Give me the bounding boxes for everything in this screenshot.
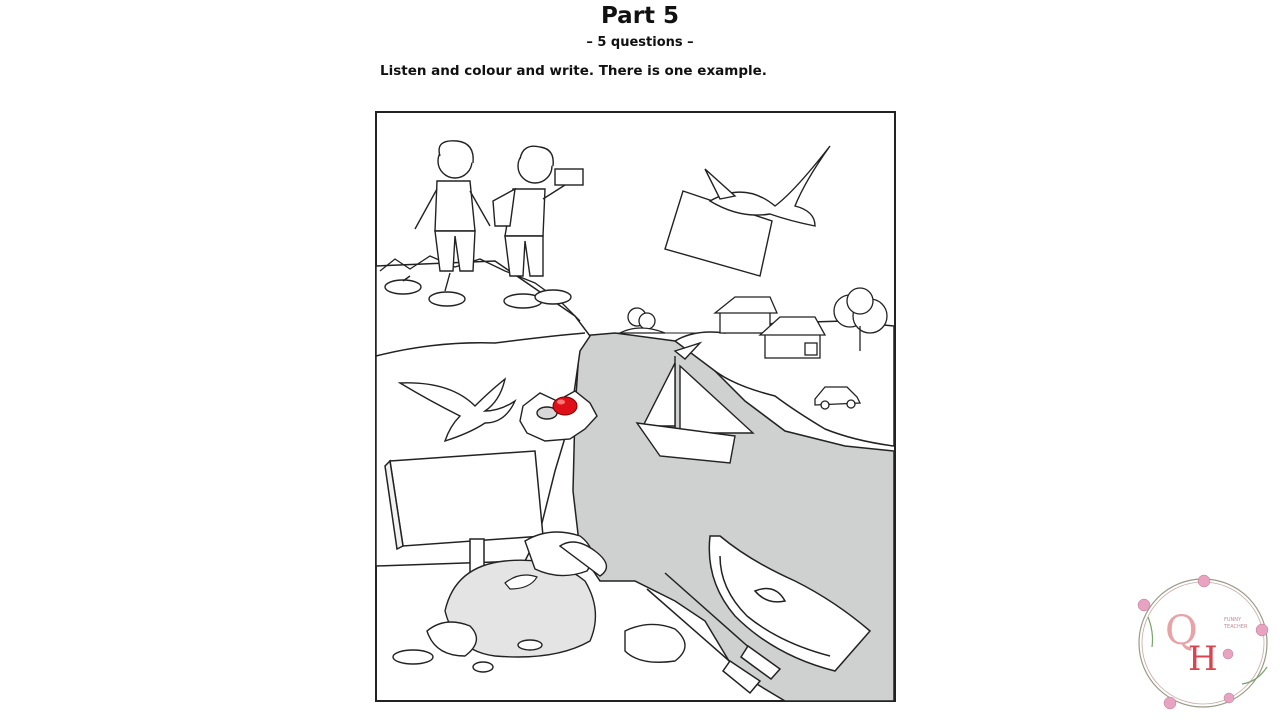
funny-teacher-logo [1132, 572, 1274, 714]
colouring-picture [375, 111, 896, 702]
logo-monogram-q: Q [1165, 608, 1198, 654]
logo-monogram-h: H [1188, 639, 1218, 679]
questions-count: – 5 questions – [586, 35, 694, 50]
part-title: Part 5 [600, 3, 680, 29]
logo-tagline-1: FUNNY [1224, 617, 1242, 623]
instruction-text: Listen and colour and write. There is one example. [380, 63, 767, 79]
red-egg [553, 397, 577, 415]
logo-tagline-2: TEACHER [1224, 624, 1248, 630]
